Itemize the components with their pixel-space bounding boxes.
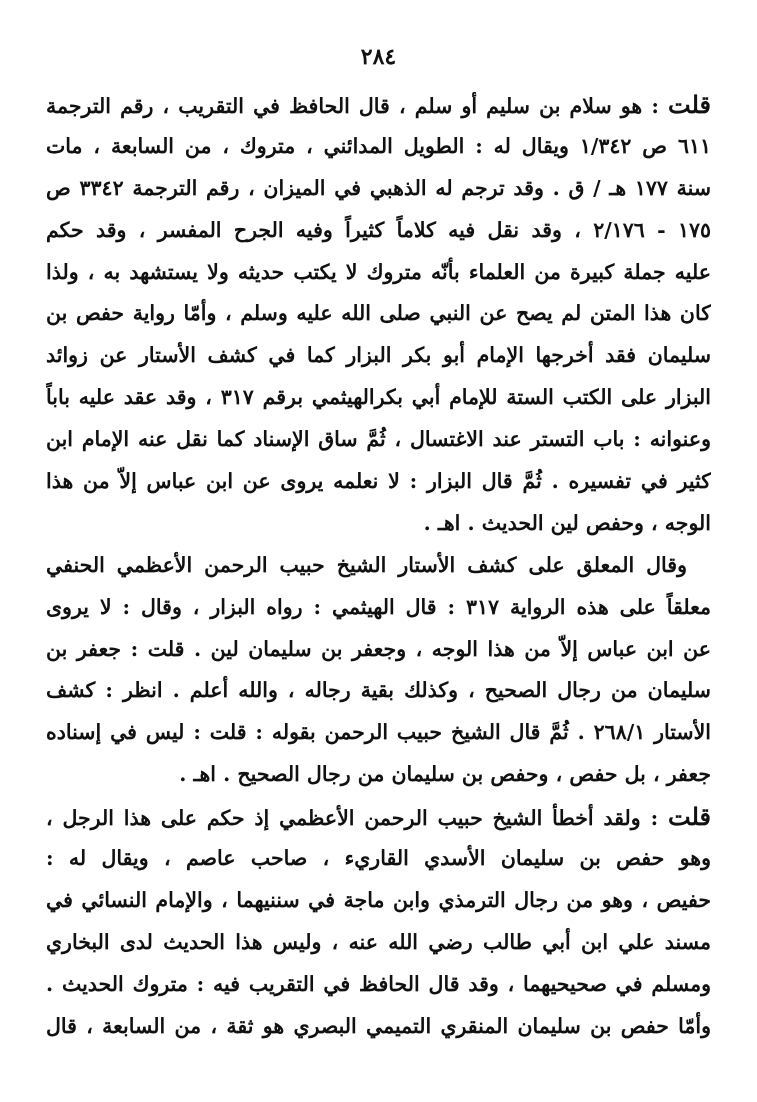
- line-text: وهو حفص بن سليمان الأسدي القاريء ، صاحب عاصم ، ويقال له :: [46, 846, 711, 871]
- text-line: [46, 880, 711, 922]
- line-text: سنة ١٧٧ هـ / ق . وقد ترجم له الذهبي في الميزان ، رقم الترجمة ٣٣٤٢ ص: [46, 175, 711, 200]
- line-text: الوجه ، وحفص لين الحديث . اهـ .: [423, 510, 711, 535]
- line-text: : ولقد أخطأ الشيخ حبيب الرحمن الأعظمي إذ حكم على هذا الرجل ،: [46, 806, 669, 831]
- text-line: [46, 168, 711, 210]
- text-line: [46, 126, 711, 168]
- text-line: [46, 629, 711, 671]
- text-line: [46, 754, 711, 796]
- text-line: [46, 670, 711, 712]
- text-line: [46, 84, 711, 126]
- paragraph-lead-word: قلت: [668, 802, 711, 832]
- text-line: [46, 210, 711, 252]
- text-line: [46, 252, 711, 294]
- text-line: [46, 922, 711, 964]
- line-text: ٦١١ ص ١/٣٤٢ ويقال له : الطويل المدائني ، متروك ، من السابعة ، مات: [46, 133, 711, 158]
- line-text: سليمان من رجال الصحيح ، وكذلك بقية رجاله ، والله أعلم . انظر : كشف: [46, 678, 711, 703]
- line-text: وقال المعلق على كشف الأستار الشيخ حبيب الرحمن الأعظمي الحنفي: [46, 552, 687, 577]
- text-line: [46, 796, 711, 838]
- line-text: كثير في تفسيره . ثُمَّ قال البزار : لا نعلمه يروى عن ابن عباس إلاّ من هذا: [46, 469, 711, 494]
- line-text: البزار على الكتب الستة للإمام أبي بكرالهيثمي برقم ٣١٧ ، وقد عقد عليه باباً: [46, 385, 711, 410]
- text-line: [46, 712, 711, 754]
- text-line: [46, 838, 711, 880]
- line-text: ١٧٥ - ٢/١٧٦ ، وقد نقل فيه كلاماً كثيراً وفيه الجرح المفسر ، وقد حكم: [46, 217, 711, 242]
- text-line: [46, 587, 711, 629]
- line-text: وعنوانه : باب التستر عند الاغتسال ، ثُمَّ ساق الإسناد كما نقل عنه الإمام ابن: [46, 427, 711, 452]
- body-text: [46, 84, 711, 1047]
- line-text: وأمّا حفص بن سليمان المنقري التميمي البصري هو ثقة ، من السابعة ، قال: [46, 1013, 711, 1038]
- text-line: [46, 503, 711, 545]
- page-number: ٢٨٤: [360, 44, 397, 70]
- line-text: مسند علي ابن أبي طالب رضي الله عنه ، وليس هذا الحديث لدى البخاري: [46, 929, 711, 954]
- line-text: كان هذا المتن لم يصح عن النبي صلى الله عليه وسلم ، وأمّا رواية حفص بن: [46, 301, 711, 326]
- text-line: [46, 293, 711, 335]
- text-line: [46, 1006, 711, 1048]
- text-line: [46, 377, 711, 419]
- text-line: [46, 419, 711, 461]
- line-text: جعفر ، بل حفص ، وحفص بن سليمان من رجال الصحيح . اهـ .: [179, 762, 711, 787]
- text-line: [46, 964, 711, 1006]
- line-text: عليه جملة كبيرة من العلماء بأنّه متروك لا يكتب حديثه ولا يستشهد به ، ولذا: [46, 259, 711, 284]
- text-line: [46, 335, 711, 377]
- line-text: حفيص ، وهو من رجال الترمذي وابن ماجة في سننيهما ، والإمام النسائي في: [46, 887, 711, 912]
- line-text: : هو سلام بن سليم أو سلم ، قال الحافظ في التقريب ، رقم الترجمة: [46, 94, 669, 118]
- line-text: عن ابن عباس إلاّ من هذا الوجه ، وجعفر بن سليمان لين . قلت : جعفر بن: [46, 636, 711, 661]
- paragraph-lead-word: قلت: [668, 90, 711, 119]
- line-text: معلقاً على هذه الرواية ٣١٧ : قال الهيثمي : رواه البزار ، وقال : لا يروى: [46, 594, 711, 619]
- line-text: ومسلم في صحيحيهما ، وقد قال الحافظ في التقريب فيه : متروك الحديث .: [46, 971, 711, 996]
- line-text: سليمان فقد أخرجها الإمام أبو بكر البزار كما في كشف الأستار عن زوائد: [46, 343, 711, 368]
- line-text: الأستار ٢٦٨/١ . ثُمَّ قال الشيخ حبيب الرحمن بقوله : قلت : ليس في إسناده: [46, 720, 711, 745]
- text-line: [46, 461, 711, 503]
- text-line: [46, 545, 711, 587]
